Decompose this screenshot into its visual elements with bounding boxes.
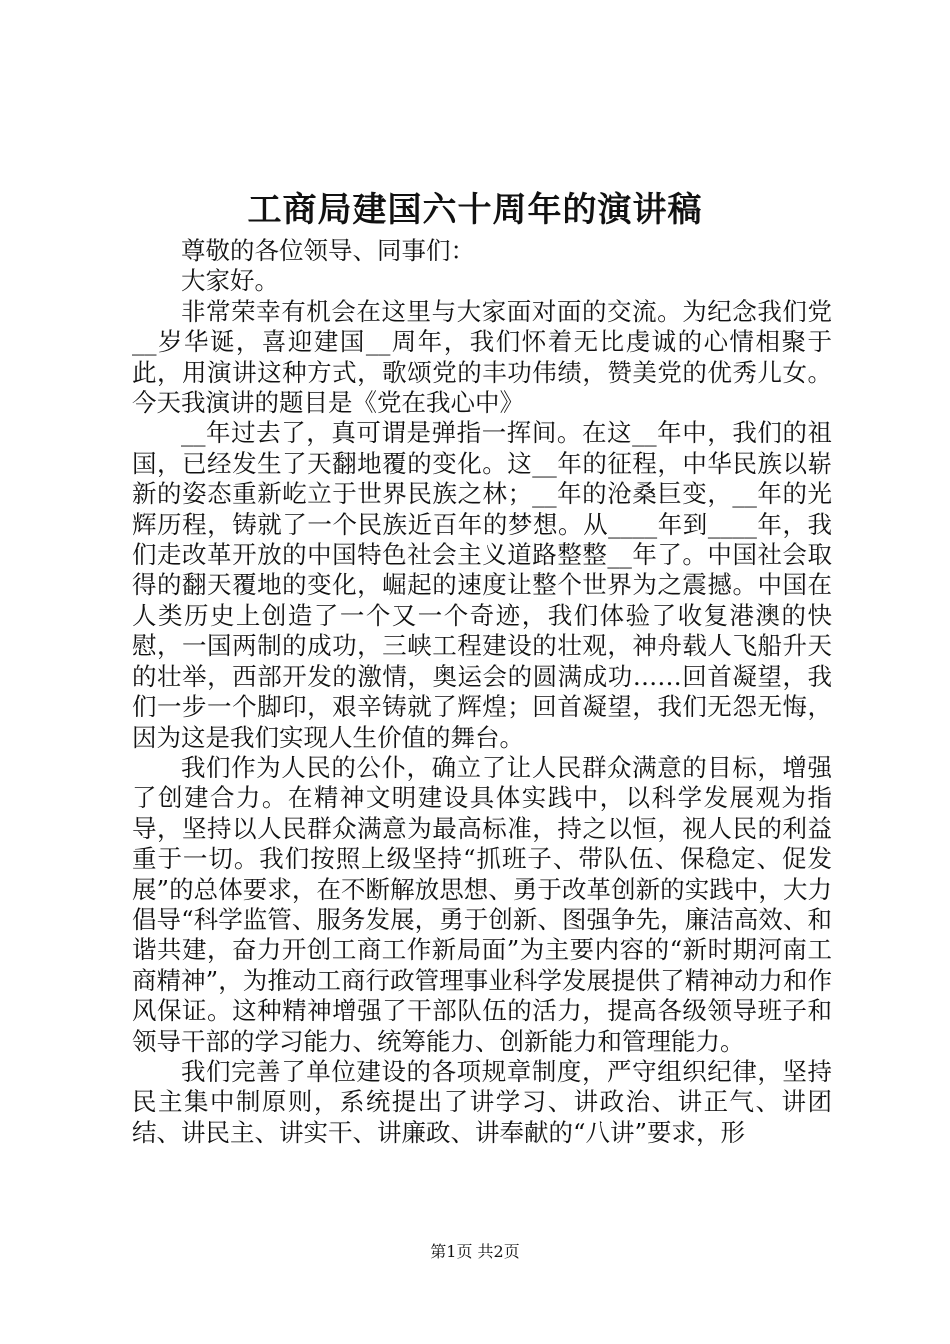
body-paragraph: 我们作为人民的公仆，确立了让人民群众满意的目标，增强了创建合力。在精神文明建设具体实践中，以科学发展观为指导，坚持以人民群众满意为最高标准，持之以恒，视人民的利益重于一切。我们按照上级坚持“抓班子、带队伍、保稳定、促发展”的总体要求，在不断解放思想、勇于改革创新的实践中，大力倡导“科学监管、服务发展，勇于创新、图强争先，廉洁高效、和谐共建，奋力开创工商工作新局面”为主要内容的“新时期河南工商精神”，为推动工商行政管理事业科学发展提供了精神动力和作风保证。这种精神增强了干部队伍的活力，提高各级领导班子和领导干部的学习能力、统筹能力、创新能力和管理能力。 [132,752,832,1056]
body-paragraph: __年过去了，真可谓是弹指一挥间。在这__年中，我们的祖国，已经发生了天翻地覆的变化。这__年的征程，中华民族以崭新的姿态重新屹立于世界民族之林；__年的沧桑巨变，__年的光辉历程，铸就了一个民族近百年的梦想。从____年到____年，我们走改革开放的中国特色社会主义道路整整__年了。中国社会取得的翻天覆地的变化，崛起的速度让整个世界为之震撼。中国在人类历史上创造了一个又一个奇迹，我们体验了收复港澳的快慰，一国两制的成功，三峡工程建设的壮观，神舟载人飞船升天的壮举，西部开发的激情，奥运会的圆满成功……回首凝望，我们一步一个脚印，艰辛铸就了辉煌；回首凝望，我们无怨无悔，因为这是我们实现人生价值的舞台。 [132,418,832,752]
greeting: 大家好。 [181,266,279,296]
salutation: 尊敬的各位领导、同事们： [181,236,475,265]
body-paragraph: 我们完善了单位建设的各项规章制度，严守组织纪律，坚持民主集中制原则，系统提出了讲学习、讲政治、讲正气、讲团结、讲民主、讲实干、讲廉政、讲奉献的“八讲”要求，形 [132,1056,832,1147]
body-paragraph: 非常荣幸有机会在这里与大家面对面的交流。为纪念我们党__岁华诞，喜迎建国__周年，我们怀着无比虔诚的心情相聚于此，用演讲这种方式，歌颂党的丰功伟绩，赞美党的优秀儿女。今天我演讲的题目是《党在我心中》 [132,296,832,418]
document-body [132,236,832,1148]
page-title: 工商局建国六十周年的演讲稿 [247,190,703,230]
page-footer: 第1页 共2页 [430,1242,520,1261]
